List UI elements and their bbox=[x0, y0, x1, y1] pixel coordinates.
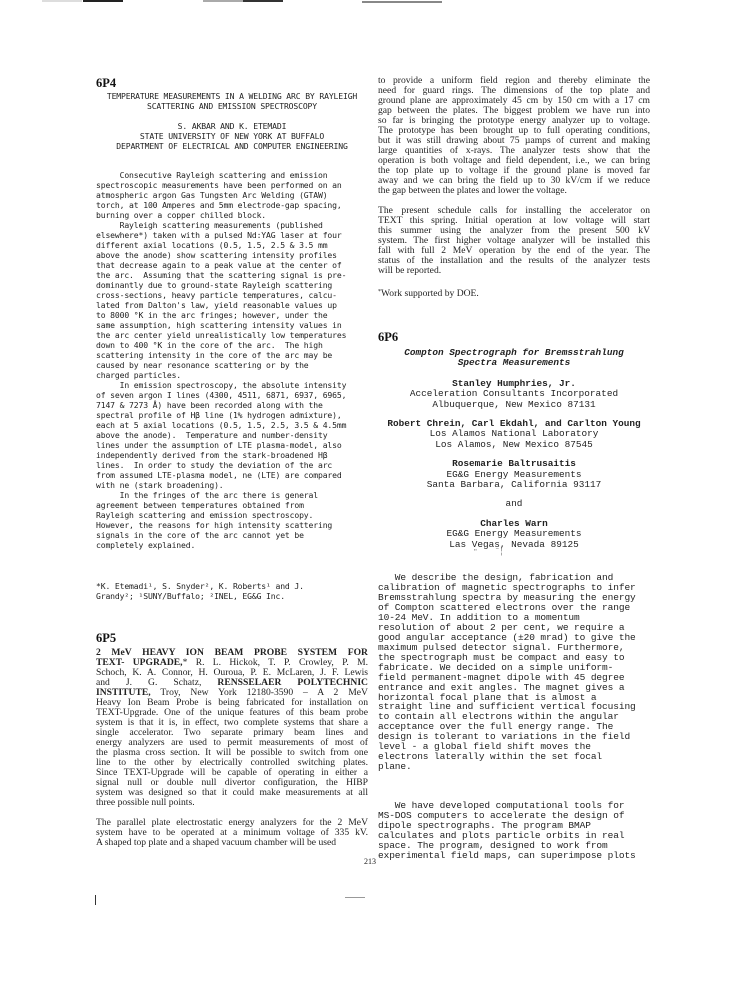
text-line: burning over a copper chilled block. bbox=[96, 210, 267, 220]
text-line: acceptance over the full energy range. The bbox=[378, 721, 614, 733]
authors: S. AKBAR AND K. ETEMADI bbox=[177, 121, 287, 131]
text-line: Schoch, K. A. Connor, H. Ouroua, P. E. McLaren, J. F. Lewis bbox=[96, 667, 368, 678]
author-names: Charles Warn bbox=[480, 517, 548, 529]
text-line: INSTITUTE, Troy, New York 12180-3590 – A 2 MeV bbox=[96, 687, 368, 698]
text-line: good angular acceptance (±20 mrad) to give the bbox=[378, 631, 636, 643]
text-line: *K. Etemadi¹, S. Snyder², K. Roberts¹ and J. bbox=[96, 581, 304, 591]
abstract-body bbox=[96, 170, 368, 550]
text-line: level - a global field shift moves the bbox=[378, 741, 591, 753]
text-line: system. The first higher voltage analyzer will be installed this bbox=[378, 235, 650, 246]
text-line: The prototype has been brought up to full operating conditions, bbox=[378, 125, 650, 136]
text-line: Rayleigh scattering and emission spectroscopy. bbox=[96, 510, 314, 520]
text-line: so far is bringing the prototype energy analyzer up to voltage. bbox=[378, 115, 650, 126]
text-line: MS-DOS computers to accelerate the design of bbox=[378, 810, 625, 822]
text-line: calibration of magnetic spectrographs to infer bbox=[378, 582, 636, 594]
author-block bbox=[378, 419, 650, 450]
text-line: away and we can bring the field up to 30 kV/cm if we reduce bbox=[378, 175, 650, 186]
title-line: SCATTERING AND EMISSION SPECTROSCOPY bbox=[146, 101, 318, 111]
text-line: In emission spectroscopy, the absolute intensity bbox=[96, 380, 347, 390]
text-line: However, the reasons for high intensity scattering bbox=[96, 520, 333, 530]
text-line: horizontal focal plane that is almost a bbox=[378, 691, 597, 703]
text-line: Grandy²; ¹SUNY/Buffalo; ²INEL, EG&G Inc. bbox=[96, 591, 285, 601]
text-line: fall with full 2 MeV operation by the end of the year. The bbox=[378, 245, 650, 256]
text-line: Heavy Ion Beam Probe is being fabricated for installation on bbox=[96, 697, 368, 708]
abstract-6p5 bbox=[96, 631, 368, 848]
text-line: down to 400 °K in the core of the arc. The high bbox=[96, 340, 323, 350]
text-line: scattering intensity in the core of the arc may be bbox=[96, 350, 333, 360]
text-line: line to the other by electrically controlled switching plates. bbox=[96, 757, 368, 768]
footnote bbox=[378, 287, 650, 299]
text-line: each at 5 axial locations (0.5, 1.5, 2.5, 3.5 & 4.5mm bbox=[96, 420, 347, 430]
scan-mark bbox=[362, 1, 402, 3]
text-line: Rayleigh scattering measurements (published bbox=[96, 220, 323, 230]
text-line: maximum pulsed detector signal. Furthermore, bbox=[378, 641, 625, 653]
scan-artifact: '' ‾ ¦ bbox=[474, 549, 503, 556]
scan-mark bbox=[203, 0, 243, 2]
left-column bbox=[96, 76, 368, 848]
text-line: single accelerator. Two separate primary beam lines and bbox=[96, 727, 368, 738]
author-names: Stanley Humphries, Jr. bbox=[452, 377, 576, 389]
text-line: agreement between temperatures obtained from bbox=[96, 500, 304, 510]
footnote-text: Work supported by DOE. bbox=[381, 288, 479, 299]
text-line: three possible null points. bbox=[96, 797, 195, 808]
text-line: entrance and exit angles. The magnet gives a bbox=[378, 681, 625, 693]
text-line: charged particles. bbox=[96, 370, 182, 380]
text-line: space. The program, designed to work from bbox=[378, 839, 608, 851]
text-line: the gap between the plates and lower the voltage. bbox=[378, 185, 567, 196]
author-place: Albuquerque, New Mexico 87131 bbox=[432, 398, 596, 410]
text-line: the arc. Assuming that the scattering signal is pre- bbox=[96, 270, 347, 280]
scan-mark bbox=[243, 0, 283, 2]
bold-run: TEXT- UPGRADE, bbox=[96, 657, 183, 668]
text-line: A shaped top plate and a shaped vacuum chamber will be used bbox=[96, 837, 337, 848]
text-line: of Compton scattered electrons over the range bbox=[378, 601, 631, 613]
text-line: ground plane are approximately 45 cm by 150 cm with a 17 cm bbox=[378, 95, 650, 106]
footnote bbox=[96, 581, 368, 601]
text-line: spectroscopic measurements have been performed on an bbox=[96, 180, 342, 190]
text-line: with ne (stark broadening). bbox=[96, 480, 224, 490]
text-line: system have to be operated at a minimum voltage of 335 kV. bbox=[96, 827, 368, 838]
affiliation-line: DEPARTMENT OF ELECTRICAL AND COMPUTER ENGINEERING bbox=[116, 141, 348, 151]
text-line: but it was still drawing about 75 µamps of current and making bbox=[378, 135, 650, 146]
abstract-body-paragraph bbox=[378, 206, 650, 276]
text-line: that decrease again to a peak value at the center of bbox=[96, 260, 342, 270]
text-line: completely explained. bbox=[96, 540, 196, 550]
text-line: TEXT- UPGRADE,* R. L. Hickok, T. P. Crowley, P. M. bbox=[96, 657, 369, 668]
title-line: Spectra Measurements bbox=[457, 357, 571, 369]
text-line: 10-24 MeV. In addition to a momentum bbox=[378, 611, 580, 623]
text-line: dipole spectrographs. The program BMAP bbox=[378, 820, 591, 832]
text-line: system was designed so that it could make measurements at all bbox=[96, 787, 368, 798]
author-place: Las Vegas, Nevada 89125 bbox=[449, 538, 579, 550]
author-place: Santa Barbara, California 93117 bbox=[426, 479, 602, 491]
title-line: Compton Spectrograph for Bremsstrahlung bbox=[404, 347, 624, 358]
author-names: Robert Chrein, Carl Ekdahl, and Carlton Young bbox=[387, 418, 641, 430]
author-org: Los Alamos National Laboratory bbox=[429, 428, 599, 440]
text-line: will be reported. bbox=[378, 265, 442, 276]
text-line: Since TEXT-Upgrade will be capable of operating in either a bbox=[96, 767, 368, 778]
abstract-6p6 bbox=[378, 330, 650, 861]
abstract-body-paragraph bbox=[378, 801, 650, 861]
text-line: atmospheric argon Gas Tungsten Arc Welding (GTAW) bbox=[96, 190, 328, 200]
text-line: signals in the core of the arc cannot yet be bbox=[96, 530, 304, 540]
text-line: cross-sections, heavy particle temperatures, calcu- bbox=[96, 290, 337, 300]
text-line: status of the installation and the results of the analyzer tests bbox=[378, 255, 650, 266]
right-column bbox=[378, 76, 650, 861]
abstract-body bbox=[378, 573, 650, 772]
text-line: the top plate up to voltage if the ground plane is moved far bbox=[378, 165, 650, 176]
text-line: large quantities of x-rays. The analyzer tests show that the bbox=[378, 145, 650, 156]
abstract-title bbox=[378, 348, 650, 369]
text-line: operation is both voltage and field dependent, i.e., we can bring bbox=[378, 155, 650, 166]
text-line: caused by near resonance scattering or by the bbox=[96, 360, 309, 370]
text-line: torch, at 100 Amperes and 5mm electrode-gap spacing, bbox=[96, 200, 342, 210]
author-list bbox=[96, 121, 368, 151]
text-line: Bremsstrahlung spectra by measuring the energy bbox=[378, 592, 636, 603]
text-line: calculates and plots particle orbits in real bbox=[378, 830, 625, 842]
text-line: this summer using the analyzer from the present 500 kV bbox=[378, 225, 650, 236]
text-line: from assumed LTE-plasma model, ne (LTE) are compared bbox=[96, 470, 342, 480]
text-line: the plasma cross section. It will be possible to switch from one bbox=[96, 747, 368, 758]
page-number: 213 bbox=[364, 857, 376, 866]
author-block bbox=[378, 379, 650, 410]
text-line: to 8000 °K in the arc fringes; however, under the bbox=[96, 310, 328, 320]
scan-tick-mark bbox=[95, 895, 96, 905]
text-line: above the anode). Temperature and number-density bbox=[96, 430, 328, 440]
text-line: The parallel plate electrostatic energy analyzers for the 2 MeV bbox=[96, 817, 368, 828]
bold-run: INSTITUTE, bbox=[96, 687, 151, 698]
text-line: need for guard rings. The dimensions of the top plate and bbox=[378, 85, 650, 96]
scan-mark bbox=[402, 1, 442, 3]
author-block bbox=[378, 459, 650, 490]
scan-dash-mark bbox=[345, 897, 365, 898]
text-line: lines. In order to study the deviation of the arc bbox=[96, 460, 333, 470]
text-line: different axial locations (0.5, 1.5, 2.5 & 3.5 mm bbox=[96, 240, 328, 250]
author-names: Rosemarie Baltrusaitis bbox=[452, 458, 576, 470]
and-separator: and bbox=[505, 498, 523, 510]
abstract-id: 6P4 bbox=[96, 76, 117, 90]
text-line: gap between the plates. The biggest problem we have run into bbox=[378, 105, 650, 116]
text-line: independently derived from the stark-broadened Hβ bbox=[96, 450, 328, 460]
abstract-title bbox=[96, 91, 368, 111]
text-line: of seven argon I lines (4300, 4511, 6871, 6937, 6965, bbox=[96, 390, 347, 400]
text-line: 7147 & 7273 Å) have been recorded along with the bbox=[96, 400, 323, 410]
text-line: TEXT-Upgrade. One of the unique features of this beam probe bbox=[96, 707, 368, 718]
text-line: to contain all electrons within the angular bbox=[378, 711, 619, 723]
abstract-body bbox=[96, 648, 368, 808]
scan-mark bbox=[83, 0, 123, 2]
abstract-id: 6P6 bbox=[378, 330, 399, 344]
text-line: the spectrograph must be compact and easy to bbox=[378, 651, 625, 663]
author-place: Los Alamos, New Mexico 87545 bbox=[435, 438, 593, 450]
text-line: the arc center yield unrealistically low temperatures bbox=[96, 330, 347, 340]
text-line: signal null or double null divertor configuration, the HIBP bbox=[96, 777, 368, 788]
bold-run: RENSSELAER POLYTECHNIC bbox=[217, 677, 368, 688]
text-line: lated from Dalton's law, yield reasonable values up bbox=[96, 300, 337, 310]
text-line: 2 MeV HEAVY ION BEAM PROBE SYSTEM FOR bbox=[96, 647, 368, 658]
text-line: dominantly due to ground-state Rayleigh scattering bbox=[96, 280, 333, 290]
footnote-marker: * bbox=[378, 289, 381, 295]
text-line: fabricate. We decided on a simple uniform- bbox=[378, 661, 614, 673]
abstract-6p4 bbox=[96, 76, 368, 601]
text-line: same assumption, high scattering intensity values in bbox=[96, 320, 342, 330]
abstract-body bbox=[378, 76, 650, 196]
text-line: TEXT this spring. Initial operation at low voltage will start bbox=[378, 215, 650, 226]
text-line: field permanent-magnet dipole with 45 degree bbox=[378, 671, 625, 683]
text-line: electrons laterally within the set focal bbox=[378, 751, 603, 763]
title-line: TEMPERATURE MEASUREMENTS IN A WELDING ARC BY RAYLEIGH bbox=[106, 91, 358, 101]
text-line: above the anode) show scattering intensity profiles bbox=[96, 250, 337, 260]
text-line: plane. bbox=[378, 761, 412, 773]
text-line: design is tolerant to variations in the field bbox=[378, 731, 631, 743]
abstract-body-paragraph bbox=[96, 818, 368, 848]
scan-mark bbox=[42, 0, 82, 2]
abstract-id: 6P5 bbox=[96, 631, 117, 645]
text-line: We have developed computational tools for bbox=[378, 800, 625, 812]
text-line: In the fringes of the arc there is general bbox=[96, 490, 318, 500]
affiliation-line: STATE UNIVERSITY OF NEW YORK AT BUFFALO bbox=[139, 131, 325, 141]
text-line: We describe the design, fabrication and bbox=[378, 572, 614, 584]
author-org: EG&G Energy Measurements bbox=[446, 468, 582, 480]
text-line: and J. G. Schatz, RENSSELAER POLYTECHNIC bbox=[96, 677, 368, 688]
text-line: straight line and sufficient vertical focusing bbox=[378, 701, 636, 713]
abstract-6p5-continued bbox=[378, 76, 650, 299]
text-line: Consecutive Rayleigh scattering and emission bbox=[96, 170, 328, 180]
text-line: energy analyzers are used to permit measurements of most of bbox=[96, 737, 368, 748]
text-line: spectral profile of Hβ line (1% hydrogen admixture), bbox=[96, 410, 342, 420]
author-org: Acceleration Consultants Incorporated bbox=[409, 388, 619, 400]
author-block bbox=[378, 519, 650, 550]
text-line: lines under the assumption of LTE plasma-model, also bbox=[96, 440, 342, 450]
text-line: resolution of about 2 per cent, we require a bbox=[378, 621, 625, 633]
text-line: elsewhere*) taken with a pulsed Nd:YAG laser at four bbox=[96, 230, 342, 240]
author-org: EG&G Energy Measurements bbox=[446, 528, 582, 540]
text-line: experimental field maps, can superimpose plots bbox=[378, 849, 636, 861]
text-line: to provide a uniform field region and thereby eliminate the bbox=[378, 75, 650, 86]
text-line: The present schedule calls for installing the accelerator on bbox=[378, 205, 650, 216]
text-line: system is that it is, in effect, two complete systems that share a bbox=[96, 717, 368, 728]
